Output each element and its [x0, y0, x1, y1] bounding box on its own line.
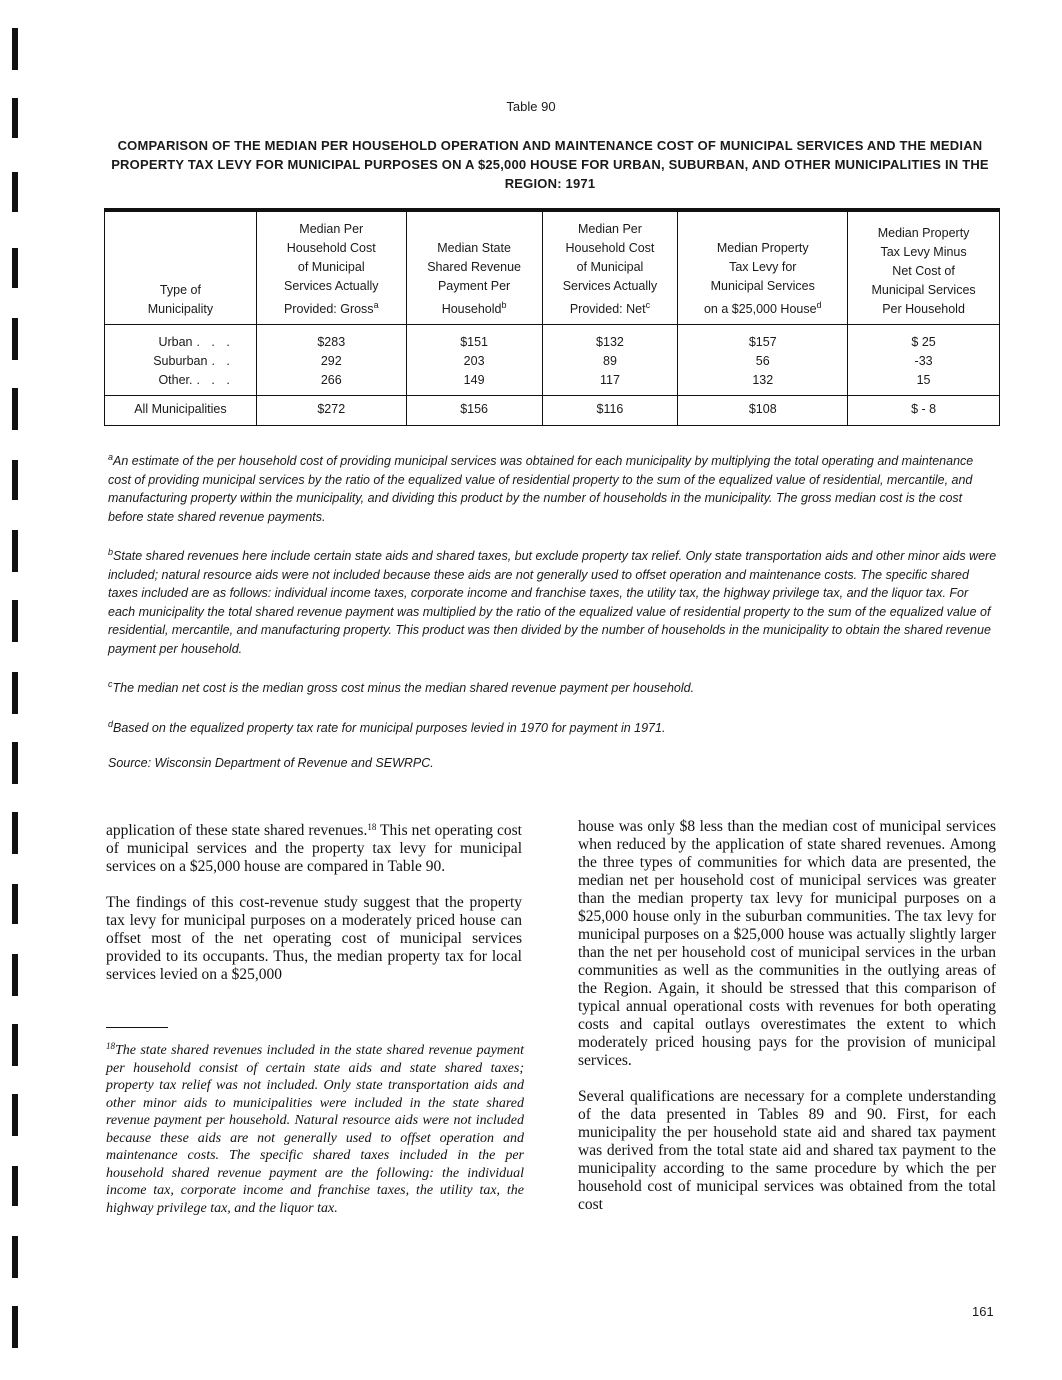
footnote-18: [106, 1038, 524, 1217]
footnote-marker: a: [373, 300, 379, 310]
note-b: [108, 543, 998, 658]
footnote-marker: c: [108, 679, 113, 689]
body-column-left: [106, 818, 522, 1002]
gross-cost-cell: 292: [256, 352, 406, 371]
note-a: [108, 448, 998, 526]
body-paragraph: Several qualifications are necessary for a complete understanding of the data presented in Tables 89 and 90. First, for each municipality the per household state aid and shared tax payment was derived from the total state aid and shared tax payment to the municipality according to the same procedure by which the per household cost of municipal services was obtained from the total cost: [578, 1088, 996, 1213]
net-cost-cell: 117: [542, 371, 678, 396]
scan-edge-bar: [12, 1024, 18, 1066]
footnote-marker: a: [108, 452, 114, 462]
net-cost-cell: 89: [542, 352, 678, 371]
header-line: Tax Levy Minus: [880, 245, 967, 259]
leader-dots: . . .: [196, 335, 234, 349]
shared-revenue-cell: $151: [406, 325, 542, 353]
header-line: Median Per: [577, 222, 642, 236]
scan-edge-bar: [12, 812, 18, 854]
scan-edge-bar: [12, 318, 18, 360]
header-type: [105, 210, 257, 325]
levy-minus-cost-cell: -33: [848, 352, 1000, 371]
body-text: application of these state shared revenues.: [106, 822, 368, 839]
table-row-other: [105, 371, 1000, 396]
header-tax-levy: [678, 210, 848, 325]
net-cost-cell: $132: [542, 325, 678, 353]
scan-edge-bar: [12, 248, 18, 288]
header-line: Municipal Services: [871, 283, 976, 297]
header-line: Municipal Services: [710, 279, 815, 293]
header-line: Median Property: [716, 241, 809, 255]
header-line: Provided: Gross: [283, 302, 374, 316]
tax-levy-cell: $157: [678, 325, 848, 353]
tax-levy-cell: $108: [678, 396, 848, 426]
footnote-marker: d: [108, 718, 114, 729]
header-line: Median Per: [299, 222, 364, 236]
gross-cost-cell: 266: [256, 371, 406, 396]
footnote-marker: 18: [106, 1041, 115, 1051]
header-line: Median Property: [877, 226, 970, 240]
table-notes: [108, 448, 998, 790]
leader-dots: . . .: [196, 373, 234, 387]
footnote-marker: b: [501, 300, 507, 310]
header-line: Median State: [437, 241, 511, 255]
type-label: Other.: [158, 373, 193, 387]
gross-cost-cell: $283: [256, 325, 406, 353]
header-shared-revenue: [406, 210, 542, 325]
note-text: Based on the equalized property tax rate for municipal purposes levied in 1970 for payment in 1971.: [113, 720, 666, 735]
header-line: Household: [441, 302, 502, 316]
header-gross-cost: [256, 210, 406, 325]
footnote-marker: d: [816, 300, 822, 310]
header-net-cost: [542, 210, 678, 325]
net-cost-cell: $116: [542, 396, 678, 426]
scan-edge-bar: [12, 672, 18, 714]
body-text: This net operating cost of municipal services and the property tax levy for municipal services on a $25,000 house are compared in Table 90.: [106, 822, 522, 875]
leader-dots: . .: [211, 354, 234, 368]
scan-edge-bar: [12, 884, 18, 924]
header-row: [105, 210, 1000, 325]
source-note: Source: Wisconsin Department of Revenue and SEWRPC.: [108, 756, 434, 770]
levy-minus-cost-cell: 15: [848, 371, 1000, 396]
note-d: [108, 715, 998, 738]
footnote-text: The state shared revenues included in the state shared revenue payment per household consist of certain state aids and state shared taxes; property tax relief was not included. Only state transportation aids and other minor aids to municipalities were included in the state shared revenue payment per household. Natural resource aids were not included because these aids are not generally used to offset operation and maintenance costs. The specific shared taxes included in the per household shared revenue payment are the following: the individual income tax, corporate income and franchise taxes, the utility tax, the highway privilege tax, and the liquor tax.: [106, 1043, 524, 1216]
tax-levy-cell: 132: [678, 371, 848, 396]
body-column-right: [578, 818, 996, 1232]
header-line: Tax Levy for: [729, 260, 797, 274]
scan-edge-bar: [12, 530, 18, 572]
shared-revenue-cell: 149: [406, 371, 542, 396]
header-line: Per Household: [882, 302, 965, 316]
municipality-type: [105, 352, 257, 371]
scan-edge-bar: [12, 460, 18, 500]
header-line: of Municipal: [576, 260, 644, 274]
footnote-reference: 18: [367, 822, 377, 832]
scan-edge-bar: [12, 742, 18, 784]
tax-levy-cell: 56: [678, 352, 848, 371]
header-line: Municipality: [147, 302, 214, 316]
header-line: on a $25,000 House: [703, 302, 817, 316]
header-line: Type of: [159, 283, 201, 297]
note-text: State shared revenues here include certain state aids and shared taxes, but exclude property tax relief. Only state transportation aids and other minor aids were included; natural resource aids were not included because these aids are not generally used to offset operation and maintenance costs. The specific shared taxes included are as follows: individual income taxes, corporate income and franchise taxes, the utility tax, the highway privilege tax, and the liquor tax. For each municipality the total shared revenue payment was multiplied by the ratio of the equalized value of residential property to the sum of the equalized value of residential, mercantile, and manufacturing property. This product was then divided by the number of households in the municipality to obtain the shared revenue payment per household.: [108, 549, 997, 656]
scan-edge-bar: [12, 1306, 18, 1348]
header-line: Provided: Net: [569, 302, 646, 316]
scan-edge-bar: [12, 1166, 18, 1206]
table-row-urban: [105, 325, 1000, 353]
type-label: Urban: [158, 335, 193, 349]
body-paragraph: The findings of this cost-revenue study suggest that the property tax levy for municipal purposes on a moderately priced house can offset most of the net operating cost of municipal services provided to its occupants. Thus, the median property tax for local services levied on a $25,000: [106, 894, 522, 983]
note-text: The median net cost is the median gross cost minus the median shared revenue payment per household.: [112, 681, 695, 695]
note-c: [108, 675, 998, 698]
header-line: Payment Per: [437, 279, 511, 293]
table-number: Table 90: [506, 99, 556, 114]
scan-edge-bar: [12, 172, 18, 212]
gross-cost-cell: $272: [256, 396, 406, 426]
header-line: of Municipal: [297, 260, 365, 274]
shared-revenue-cell: $156: [406, 396, 542, 426]
note-text: An estimate of the per household cost of providing municipal services was obtained for each municipality by multiplying the total operating and maintenance cost of providing municipal services by the ratio of the equalized value of residential property to the sum of the equalized value of residential, mercantile, and manufacturing property within the municipality, and dividing this product by the number of households in the municipality. The gross median cost is the cost before state shared revenue payments.: [108, 454, 974, 524]
header-line: Shared Revenue: [427, 260, 522, 274]
comparison-table: [104, 208, 1000, 426]
header-line: Net Cost of: [892, 264, 955, 278]
header-line: Household Cost: [286, 241, 376, 255]
footnote-marker: b: [108, 547, 114, 557]
header-line: Household Cost: [565, 241, 655, 255]
scan-edge-bar: [12, 1236, 18, 1278]
body-paragraph: [106, 818, 522, 876]
body-paragraph: house was only $8 less than the median cost of municipal services when reduced by the application of state shared revenues. Among the three types of communities for which data are presented, the median net per household cost of municipal services was greater than the median property tax levy for municipal purposes on a $25,000 house only in the suburban communities. The tax levy for municipal purposes on a $25,000 house was actually slightly larger than the net per household cost of municipal services in the urban communities as well as the communities in the outlying areas of the Region. Again, it should be stressed that this comparison of typical annual operational costs with revenues for both operating costs and capital outlays overestimates the extent to which moderately priced housing pays for the provision of municipal services.: [578, 818, 996, 1069]
footnote-rule: [106, 1027, 168, 1028]
scan-edge-bar: [12, 954, 18, 996]
scan-edge-bar: [12, 1094, 18, 1136]
shared-revenue-cell: 203: [406, 352, 542, 371]
table-row-suburban: [105, 352, 1000, 371]
header-line: Services Actually: [284, 279, 379, 293]
scan-edge-bar: [12, 28, 18, 70]
scan-edge-bar: [12, 388, 18, 430]
footnote-marker: c: [645, 300, 651, 310]
table-row-total: [105, 396, 1000, 426]
header-line: Services Actually: [562, 279, 658, 293]
municipality-type: [105, 371, 257, 396]
type-label: Suburban: [153, 354, 208, 368]
table-title: COMPARISON OF THE MEDIAN PER HOUSEHOLD OPERATION AND MAINTENANCE COST OF MUNICIPAL SERVICES AND THE MEDIAN PROPERTY TAX LEVY FOR MUNICIPAL PURPOSES ON A $25,000 HOUSE FOR URBAN, SUBURBAN, AND OTHER MUNICIPALITIES IN THE REGION: 1971: [111, 138, 989, 191]
municipality-type: [105, 325, 257, 353]
levy-minus-cost-cell: $ 25: [848, 325, 1000, 353]
header-levy-minus-cost: [848, 210, 1000, 325]
levy-minus-cost-cell: $ - 8: [848, 396, 1000, 426]
municipality-type: All Municipalities: [105, 396, 257, 426]
page-number: 161: [972, 1304, 994, 1319]
scan-edge-bar: [12, 600, 18, 642]
